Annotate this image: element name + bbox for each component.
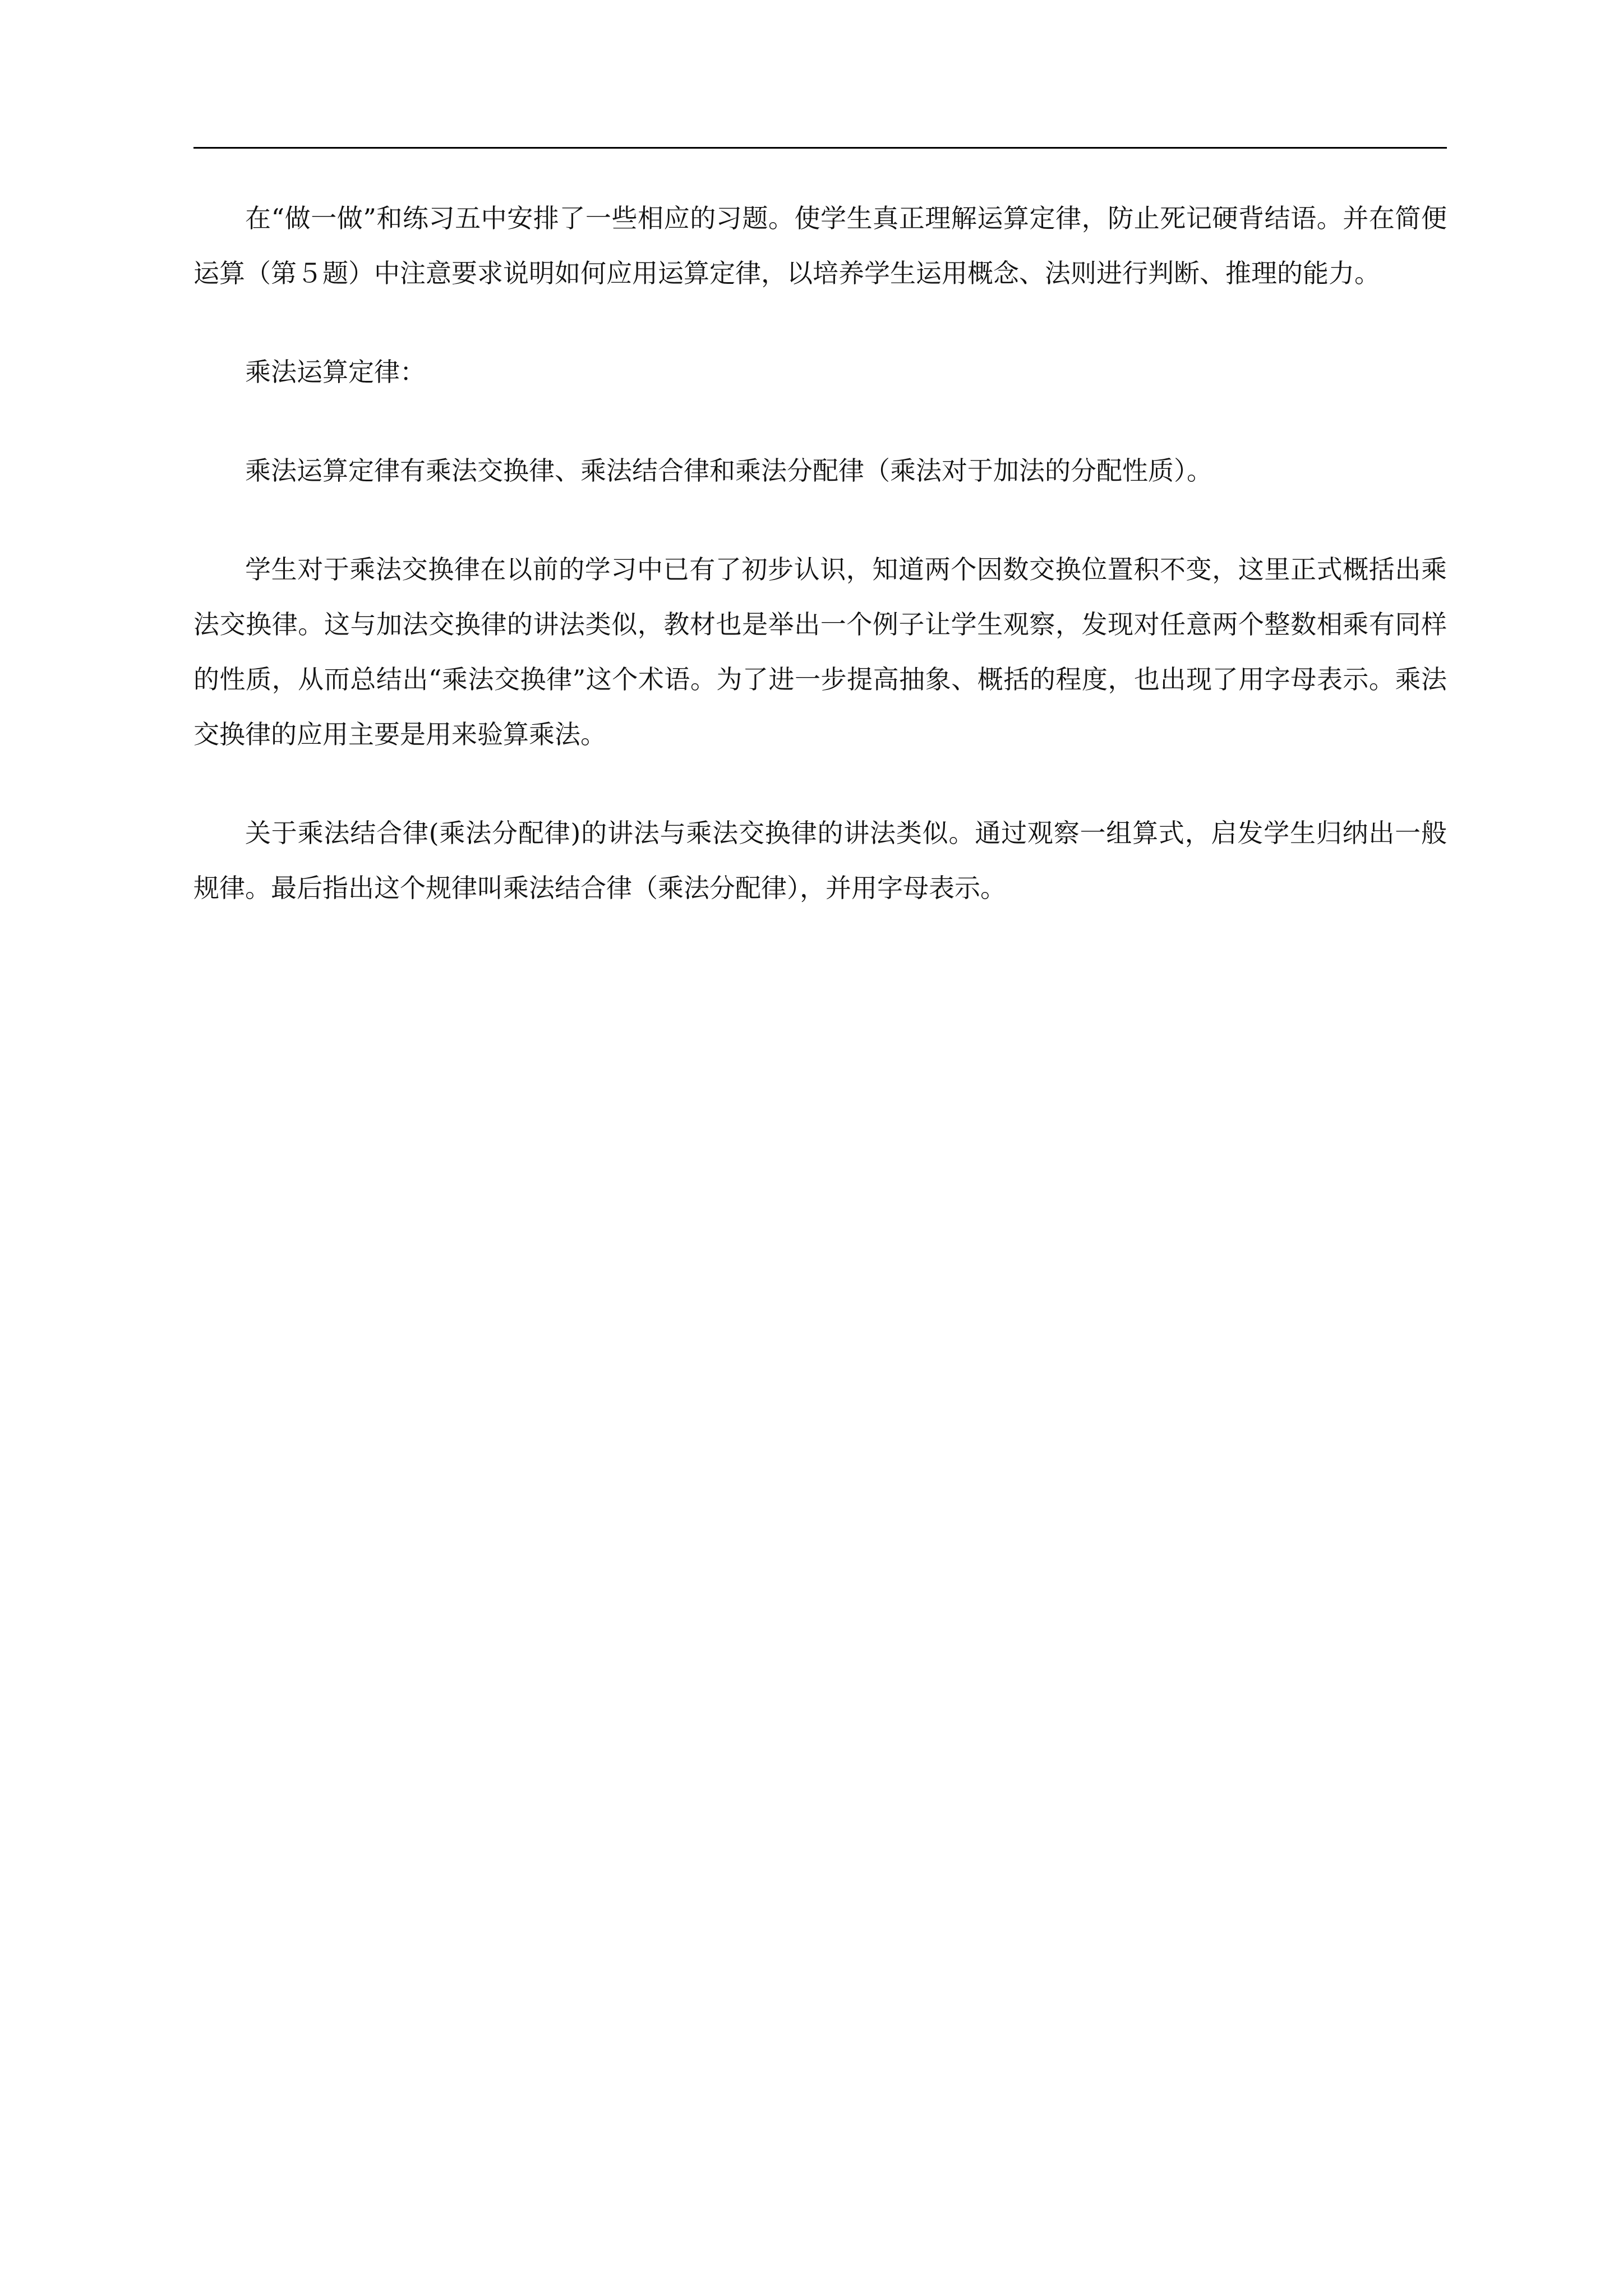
paragraph-laws-overview: 乘法运算定律有乘法交换律、乘法结合律和乘法分配律（乘法对于加法的分配性质）。 (245, 455, 1212, 486)
document-body (193, 191, 1447, 915)
paragraph-associative-distributive-law: 关于乘法结合律(乘法分配律)的讲法与乘法交换律的讲法类似。通过观察一组算式，启发学生归纳出一般规律。最后指出这个规律叫乘法结合律（乘法分配律），并用字母表示。 (193, 818, 1447, 903)
paragraph-commutative-law: 学生对于乘法交换律在以前的学习中已有了初步认识，知道两个因数交换位置积不变，这里正式概括出乘法交换律。这与加法交换律的讲法类似，教材也是举出一个例子让学生观察，发现对任意两个整数相乘有同样的性质，从而总结出“乘法交换律”这个术语。为了进一步提高抽象、概括的程度，也出现了用字母表示。乘法交换律的应用主要是用来验算乘法。 (193, 554, 1447, 749)
section-heading-multiplication-laws: 乘法运算定律： (245, 357, 426, 387)
paragraph-exercises: 在“做一做”和练习五中安排了一些相应的习题。使学生真正理解运算定律，防止死记硬背结语。并在简便运算（第５题）中注意要求说明如何应用运算定律，以培养学生运用概念、法则进行判断、推理的能力。 (193, 203, 1447, 288)
header-rule (193, 147, 1447, 149)
